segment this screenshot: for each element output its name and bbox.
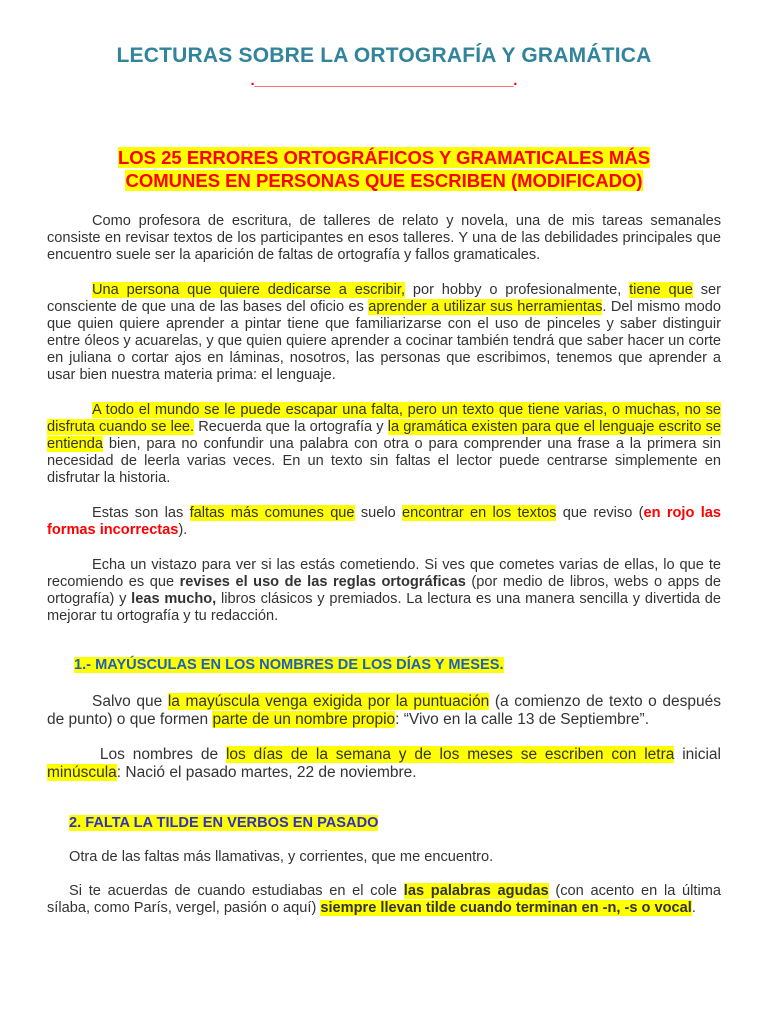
paragraph-3 bbox=[47, 402, 721, 487]
paragraph-text: inicial bbox=[674, 746, 721, 763]
paragraph-text: . bbox=[691, 900, 696, 916]
paragraph-text: . Del mismo modo que quien quiere aprender a pintar tiene que familiarizarse con el uso de pinceles y saber distinguir entre óleos y acuarelas, y que quien quiere aprender a cocinar también tendrá que saber hacer un corte en juliana o cortar ajos en láminas, nosotros, las personas que escribimos, tenemos que aprender a usar bien nuestra materia prima: el lenguaje. bbox=[47, 299, 721, 383]
section-1-paragraph-1 bbox=[47, 693, 721, 729]
paragraph-text: libros clásicos y premiados. La lectura es una manera sencilla y divertida de mejorar tu ortografía y tu redacción. bbox=[47, 591, 722, 624]
highlight: minúscula bbox=[47, 764, 117, 781]
highlight: encontrar en los textos bbox=[402, 505, 557, 521]
section-2-paragraph-1 bbox=[47, 849, 721, 866]
paragraph-text: : Nació el pasado martes, 22 de noviembre. bbox=[116, 764, 417, 781]
highlight: Una persona que quiere dedicarse a escribir, bbox=[92, 282, 406, 298]
paragraph-5 bbox=[47, 557, 721, 625]
paragraph-text: (con acento en la última sílaba, como París, vergel, pasión o aquí) bbox=[47, 883, 721, 916]
highlight: siempre llevan tilde cuando terminan en -n, -s o vocal bbox=[320, 900, 692, 916]
paragraph-text: Otra de las faltas más llamativas, y corrientes, que me encuentro. bbox=[69, 849, 494, 865]
paragraph-text: : “Vivo en la calle 13 de Septiembre”. bbox=[395, 711, 650, 728]
paragraph-text: bien, para no confundir una palabra con otra o para comprender una frase a la primera sin necesidad de leerla varias veces. En un texto sin faltas el lector puede centrarse simplemente en disfrutar la historia. bbox=[47, 436, 721, 486]
highlight: A todo el mundo se le puede escapar una falta, pero un texto que tiene varias, o muchas, no se disfruta cuando se lee. bbox=[47, 402, 721, 435]
intro-text: Como profesora de escritura, de talleres de relato y novela, una de mis tareas semanales consiste en revisar textos de los participantes en esos talleres. Y una de las debilidades principales que encuentro suele ser la aparición de faltas de ortografía y fallos gramaticales. bbox=[47, 213, 721, 263]
title-underline: ._______________________________. bbox=[250, 72, 518, 89]
highlight: aprender a utilizar sus herramientas bbox=[368, 299, 603, 315]
document-title: LECTURAS SOBRE LA ORTOGRAFÍA Y GRAMÁTICA bbox=[116, 44, 652, 67]
red-note: en rojo las formas incorrectas bbox=[47, 505, 721, 538]
paragraph-text: Si te acuerdas de cuando estudiabas en el cole bbox=[69, 883, 404, 899]
section-2-heading-text: 2. FALTA LA TILDE EN VERBOS EN PASADO bbox=[69, 815, 379, 831]
paragraph-text: (por medio de libros, webs o apps de ortografía) y bbox=[47, 574, 721, 607]
highlight: la mayúscula venga exigida por la puntuación bbox=[167, 693, 490, 710]
bold-text: revises el uso de las reglas ortográficas bbox=[179, 574, 466, 590]
paragraph-text: Echa un vistazo para ver si las estás cometiendo. Si ves que cometes varias de ellas, lo que te recomiendo es que bbox=[47, 557, 721, 590]
highlight: las palabras agudas bbox=[403, 883, 549, 899]
highlight: la gramática existen para que el lenguaje escrito se entienda bbox=[47, 419, 722, 452]
paragraph-text: (a comienzo de texto o después de punto) o que formen bbox=[47, 693, 721, 728]
paragraph-text: Salvo que bbox=[92, 693, 168, 710]
section-2-heading bbox=[69, 814, 721, 832]
paragraph-2 bbox=[47, 282, 721, 384]
main-heading-line1: LOS 25 ERRORES ORTOGRÁFICOS Y GRAMATICALES MÁS bbox=[117, 147, 651, 168]
bold-text: leas mucho, bbox=[131, 591, 217, 607]
paragraph-text: ser consciente de que una de las bases del oficio es bbox=[47, 282, 721, 315]
paragraph-text: que reviso ( bbox=[556, 505, 644, 521]
paragraph-text: Los nombres de bbox=[92, 746, 226, 763]
highlight: faltas más comunes que bbox=[189, 505, 355, 521]
section-2-paragraph-2 bbox=[47, 883, 721, 917]
intro-paragraph bbox=[47, 213, 721, 264]
highlight: los días de la semana y de los meses se escriben con letra bbox=[225, 746, 675, 763]
main-heading-line2: COMUNES EN PERSONAS QUE ESCRIBEN (MODIFICADO) bbox=[125, 170, 643, 191]
paragraph-text: por hobby o profesionalmente, bbox=[405, 282, 630, 298]
paragraph-text: suelo bbox=[354, 505, 403, 521]
paragraph-text: Estas son las bbox=[92, 505, 190, 521]
paragraph-text: ). bbox=[178, 522, 188, 538]
paragraph-text: Recuerda que la ortografía y bbox=[194, 419, 388, 435]
highlight: parte de un nombre propio bbox=[212, 711, 396, 728]
section-1-paragraph-2 bbox=[47, 746, 721, 782]
paragraph-4 bbox=[47, 505, 721, 539]
main-heading bbox=[47, 146, 721, 192]
section-1-heading bbox=[74, 656, 721, 674]
section-1-heading-text: 1.- MAYÚSCULAS EN LOS NOMBRES DE LOS DÍAS Y MESES. bbox=[74, 657, 504, 673]
highlight: tiene que bbox=[629, 282, 693, 298]
